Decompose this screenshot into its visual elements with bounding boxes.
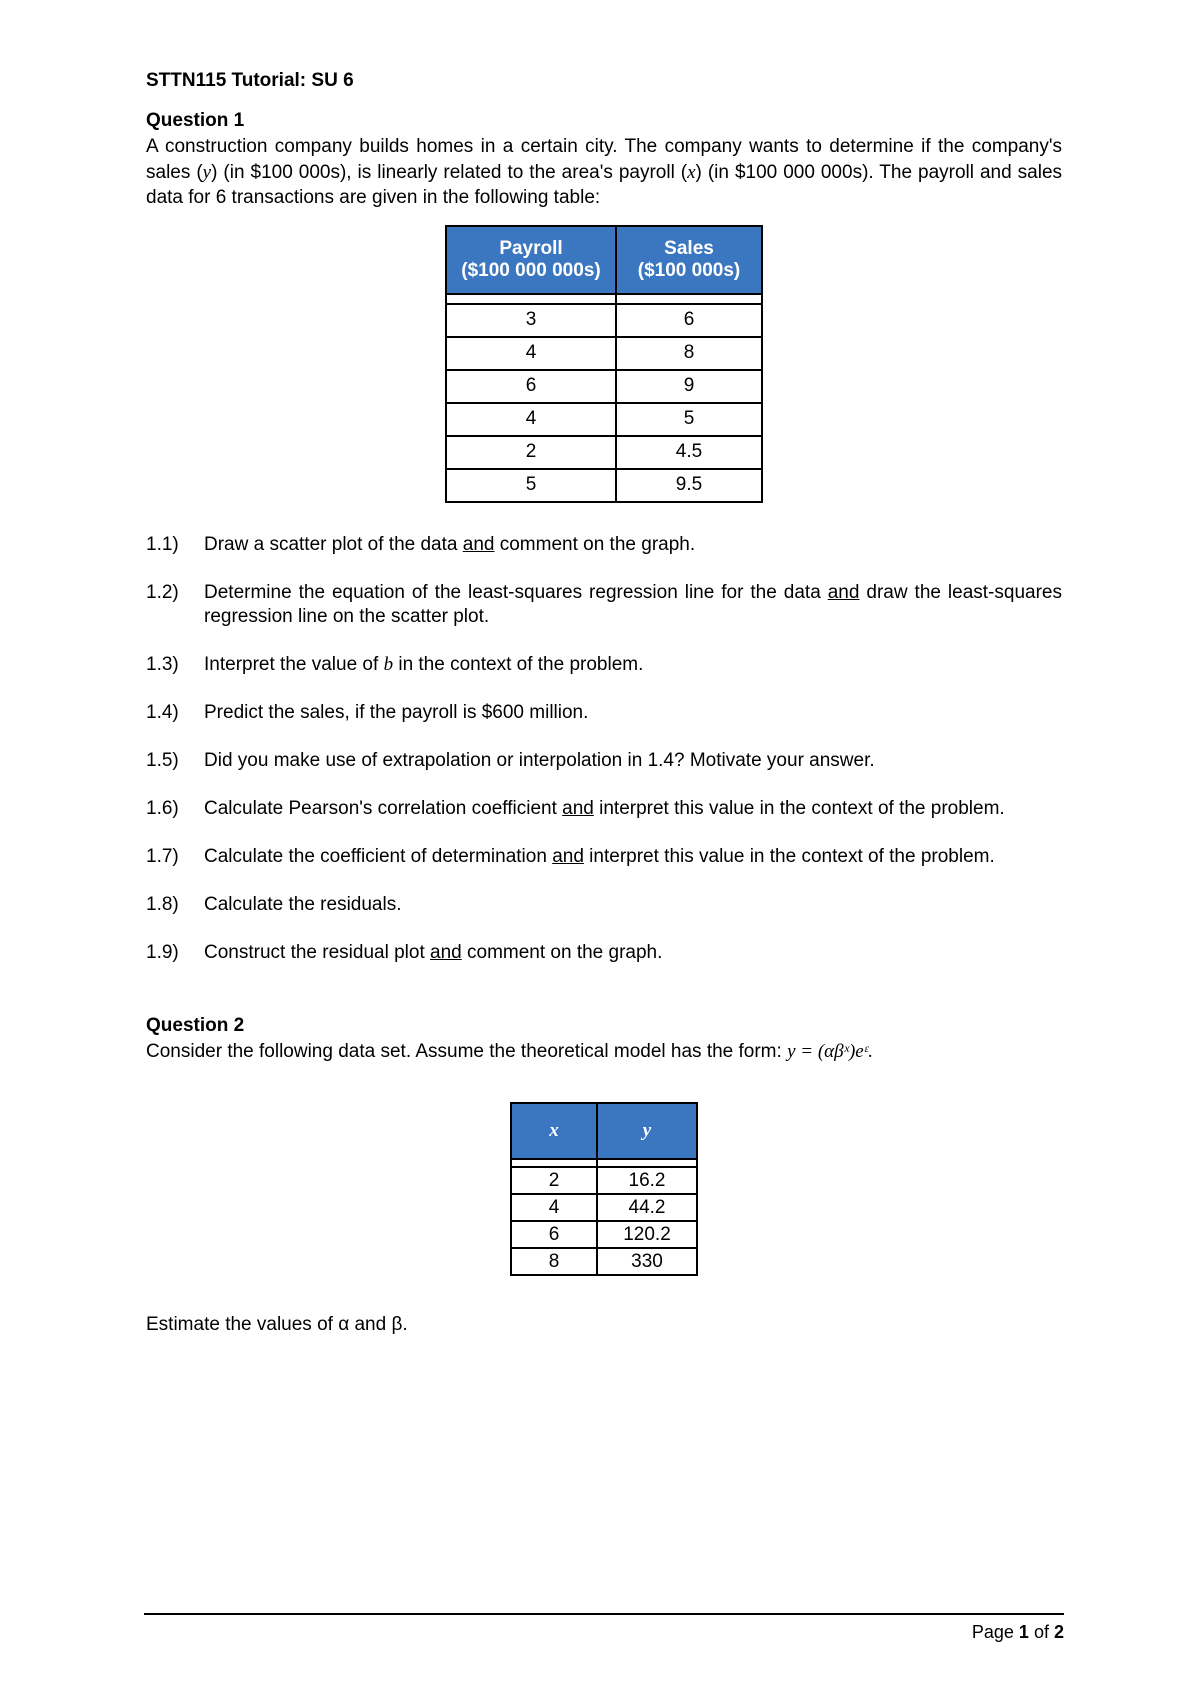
question-2-intro: Consider the following data set. Assume the theoretical model has the form: y = (αβˣ)eᵋ. xyxy=(146,1040,873,1062)
list-item: 1.5) Did you make use of extrapolation or interpolation in 1.4? Motivate your answer. xyxy=(146,749,875,771)
table-cell: 4.5 xyxy=(616,436,762,469)
payroll-sales-table xyxy=(445,225,763,503)
table-cell: 6 xyxy=(616,304,762,337)
document-title: STTN115 Tutorial: SU 6 xyxy=(146,70,354,91)
question-2-estimate: Estimate the values of α and β. xyxy=(146,1314,408,1335)
list-item: 1.2) Determine the equation of the least-squares regression line for the data and draw the least-squares regression line on the scatter plot. xyxy=(146,581,1062,627)
question-2-section xyxy=(146,1015,1062,1337)
table-cell: 6 xyxy=(446,370,616,403)
table-row xyxy=(446,337,762,370)
table-cell: 9.5 xyxy=(616,469,762,502)
table-header-sales: Sales ($100 000s) xyxy=(616,226,762,294)
table-cell: 4 xyxy=(446,337,616,370)
table-header-payroll: Payroll ($100 000 000s) xyxy=(446,226,616,294)
table-row xyxy=(511,1194,697,1221)
list-item: 1.4) Predict the sales, if the payroll is $600 million. xyxy=(146,701,589,723)
table-cell: 5 xyxy=(446,469,616,502)
table-row xyxy=(446,436,762,469)
table-row xyxy=(511,1167,697,1194)
table-cell: 8 xyxy=(511,1248,597,1275)
list-item: 1.1) Draw a scatter plot of the data and comment on the graph. xyxy=(146,533,696,555)
table-cell: 4 xyxy=(446,403,616,436)
var-x: x xyxy=(687,161,696,183)
table-cell: 44.2 xyxy=(597,1194,697,1221)
list-item: 1.8) Calculate the residuals. xyxy=(146,893,402,915)
document-page xyxy=(146,70,1062,1355)
table-row xyxy=(446,469,762,502)
var-y: y xyxy=(202,161,212,183)
question-2-heading: Question 2 xyxy=(146,1014,245,1036)
table-cell: 8 xyxy=(616,337,762,370)
table-cell: 6 xyxy=(511,1221,597,1248)
table-cell: 5 xyxy=(616,403,762,436)
table-cell: 330 xyxy=(597,1248,697,1275)
list-item: 1.6) Calculate Pearson's correlation coefficient and interpret this value in the context of the problem. xyxy=(146,797,1005,819)
table-cell: 2 xyxy=(511,1167,597,1194)
table-row xyxy=(511,1221,697,1248)
table-row xyxy=(511,1248,697,1275)
table-header-x: x xyxy=(511,1103,597,1159)
footer-divider xyxy=(144,1613,1064,1615)
list-item: 1.7) Calculate the coefficient of determination and interpret this value in the context of the problem. xyxy=(146,845,995,867)
table-row xyxy=(446,370,762,403)
table-row xyxy=(446,304,762,337)
xy-table xyxy=(510,1102,698,1276)
question-1-intro: A construction company builds homes in a certain city. The company wants to determine if the company's sales (y) (in $100 000s), is linearly related to the area's payroll (x) (in $100 000 000s). The payroll and sales data for 6 transactions are given in the following table: xyxy=(146,136,1063,208)
table-row xyxy=(446,403,762,436)
page-number: Page 1 of 2 xyxy=(971,1622,1064,1642)
question-1-heading: Question 1 xyxy=(146,110,245,131)
model-formula: y = (αβˣ)eᵋ. xyxy=(787,1040,873,1062)
table-cell: 9 xyxy=(616,370,762,403)
table-cell: 2 xyxy=(446,436,616,469)
list-item: 1.9) Construct the residual plot and comment on the graph. xyxy=(146,941,663,963)
table-cell: 120.2 xyxy=(597,1221,697,1248)
question-1-section xyxy=(146,110,1062,965)
table-cell: 4 xyxy=(511,1194,597,1221)
question-1-items xyxy=(146,533,1062,965)
table-cell: 16.2 xyxy=(597,1167,697,1194)
table-header-y: y xyxy=(597,1103,697,1159)
table-cell: 3 xyxy=(446,304,616,337)
list-item: 1.3) Interpret the value of b in the context of the problem. xyxy=(146,653,644,675)
